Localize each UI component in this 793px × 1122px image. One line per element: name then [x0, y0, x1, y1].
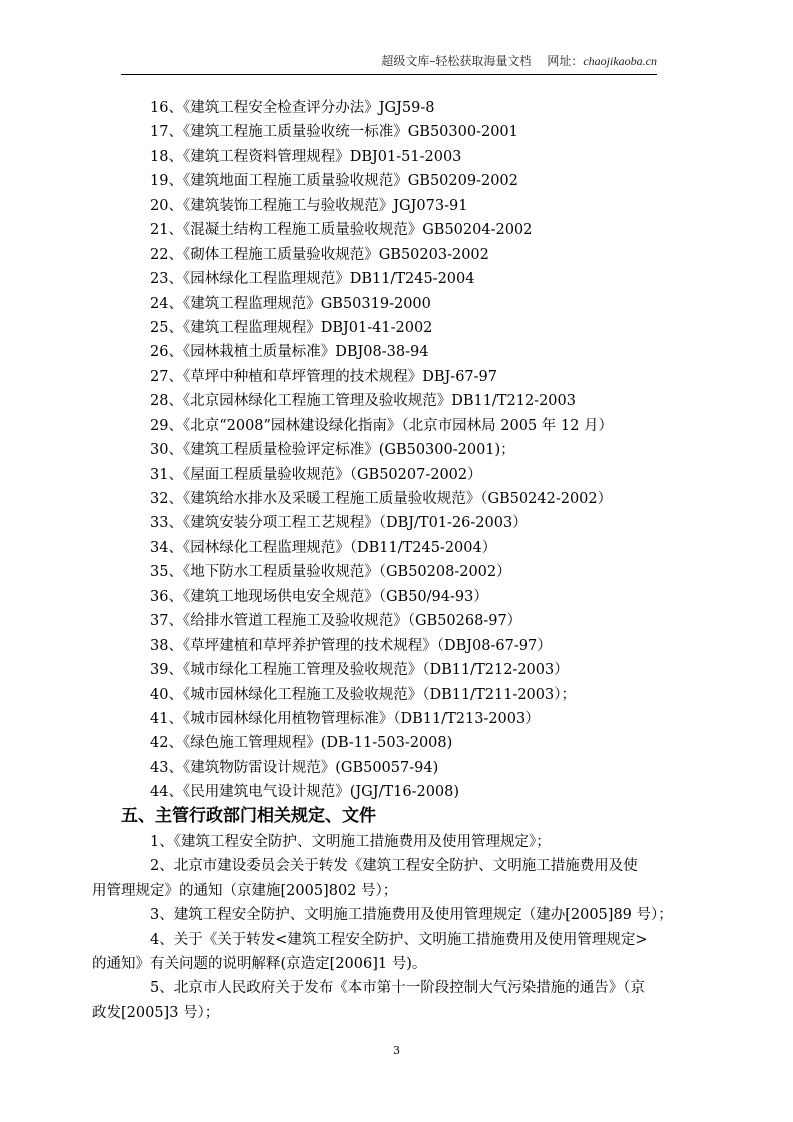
paragraph	[92, 928, 687, 977]
section-body	[92, 830, 687, 1025]
paragraph-line-continued: 的通知》有关问题的说明解释(京造定[2006]1 号)。	[92, 956, 427, 973]
list-item: 33、《建筑安装分项工程工艺规程》（DBJ/T01-26-2003）	[150, 515, 527, 532]
list-item: 44、《民用建筑电气设计规范》(JGJ/T16-2008)	[150, 784, 460, 801]
list-item: 36、《建筑工地现场供电安全规范》（GB50/94-93）	[150, 588, 488, 605]
list-item: 41、《城市园林绿化用植物管理标准》（DB11/T213-2003）	[150, 710, 540, 727]
list-item: 23、《园林绿化工程监理规范》DB11/T245-2004	[150, 271, 475, 288]
list-item: 16、《建筑工程安全检查评分办法》JGJ59-8	[150, 100, 435, 116]
paragraph	[92, 976, 687, 1025]
page-number: 3	[393, 1044, 400, 1057]
paragraph-line-continued: 政发[2005]3 号）；	[92, 1004, 220, 1021]
section-heading: 五、主管行政部门相关规定、文件	[121, 806, 376, 826]
list-item: 17、《建筑工程施工质量验收统一标准》GB50300-2001	[150, 124, 518, 141]
list-item: 28、《北京园林绿化工程施工管理及验收规范》DB11/T212-2003	[150, 393, 576, 410]
list-item: 39、《城市绿化工程施工管理及验收规范》（DB11/T212-2003）	[150, 662, 569, 679]
list-item: 18、《建筑工程资料管理规程》DBJ01-51-2003	[150, 148, 462, 165]
list-item: 31、《屋面工程质量验收规范》（GB50207-2002）	[150, 466, 482, 483]
list-item: 42、《绿色施工管理规程》(DB-11-503-2008)	[150, 735, 453, 752]
list-item: 27、《草坪中种植和草坪管理的技术规程》DBJ-67-97	[150, 368, 497, 385]
paragraph	[121, 830, 687, 854]
list-item: 32、《建筑给水排水及采暖工程施工质量验收规范》（GB50242-2002）	[150, 491, 613, 507]
list-item: 22、《砌体工程施工质量验收规范》GB50203-2002	[150, 246, 489, 263]
header-site-url[interactable]: chaojikaoba.cn	[583, 54, 657, 68]
paragraph-line-continued: 用管理规定》的通知（京建施[2005]802 号）；	[92, 882, 398, 899]
list-item: 37、《给排水管道工程施工及验收规范》（GB50268-97）	[150, 613, 522, 630]
header-site-label: 网址：	[547, 54, 584, 68]
paragraph-line: 2、北京市建设委员会关于转发《建筑工程安全防护、文明施工措施费用及使	[150, 858, 638, 875]
standards-list	[150, 96, 670, 805]
list-item: 20、《建筑装饰工程施工与验收规范》JGJ073-91	[150, 197, 468, 214]
list-item: 19、《建筑地面工程施工质量验收规范》GB50209-2002	[150, 173, 518, 190]
paragraph-line: 3、建筑工程安全防护、文明施工措施费用及使用管理规定（建办[2005]89 号）；	[150, 907, 673, 924]
paragraph-line: 4、关于《关于转发<建筑工程安全防护、文明施工措施费用及使用管理规定>	[150, 931, 648, 948]
paragraph	[121, 903, 687, 927]
paragraph-line: 5、北京市人民政府关于发布《本市第十一阶段控制大气污染措施的通告》（京	[150, 980, 645, 997]
list-item: 43、《建筑物防雷设计规范》(GB50057-94)	[150, 759, 439, 776]
list-item: 21、《混凝土结构工程施工质量验收规范》GB50204-2002	[150, 222, 533, 239]
paragraph	[92, 854, 687, 903]
header-slogan: 超级文库–轻松获取海量文档	[381, 54, 532, 68]
list-item: 24、《建筑工程监理规范》GB50319-2000	[150, 295, 431, 312]
list-item: 29、《北京“2008”园林建设绿化指南》（北京市园林局 2005 年 12 月）	[150, 417, 613, 434]
header-divider	[121, 74, 657, 75]
list-item: 40、《城市园林绿化工程施工及验收规范》（DB11/T211-2003）；	[150, 686, 576, 703]
list-item: 25、《建筑工程监理规程》DBJ01-41-2002	[150, 319, 433, 336]
list-item: 30、《建筑工程质量检验评定标准》(GB50300-2001)；	[150, 442, 515, 459]
paragraph-line: 1、《建筑工程安全防护、文明施工措施费用及使用管理规定》；	[150, 834, 551, 850]
list-item: 38、《草坪建植和草坪养护管理的技术规程》（DBJ08-67-97）	[150, 637, 552, 654]
list-item: 26、《园林栽植土质量标准》DBJ08-38-94	[150, 344, 429, 361]
list-item: 35、《地下防水工程质量验收规范》（GB50208-2002）	[150, 564, 511, 581]
page-header	[121, 52, 657, 72]
list-item: 34、《园林绿化工程监理规范》（DB11/T245-2004）	[150, 539, 497, 556]
